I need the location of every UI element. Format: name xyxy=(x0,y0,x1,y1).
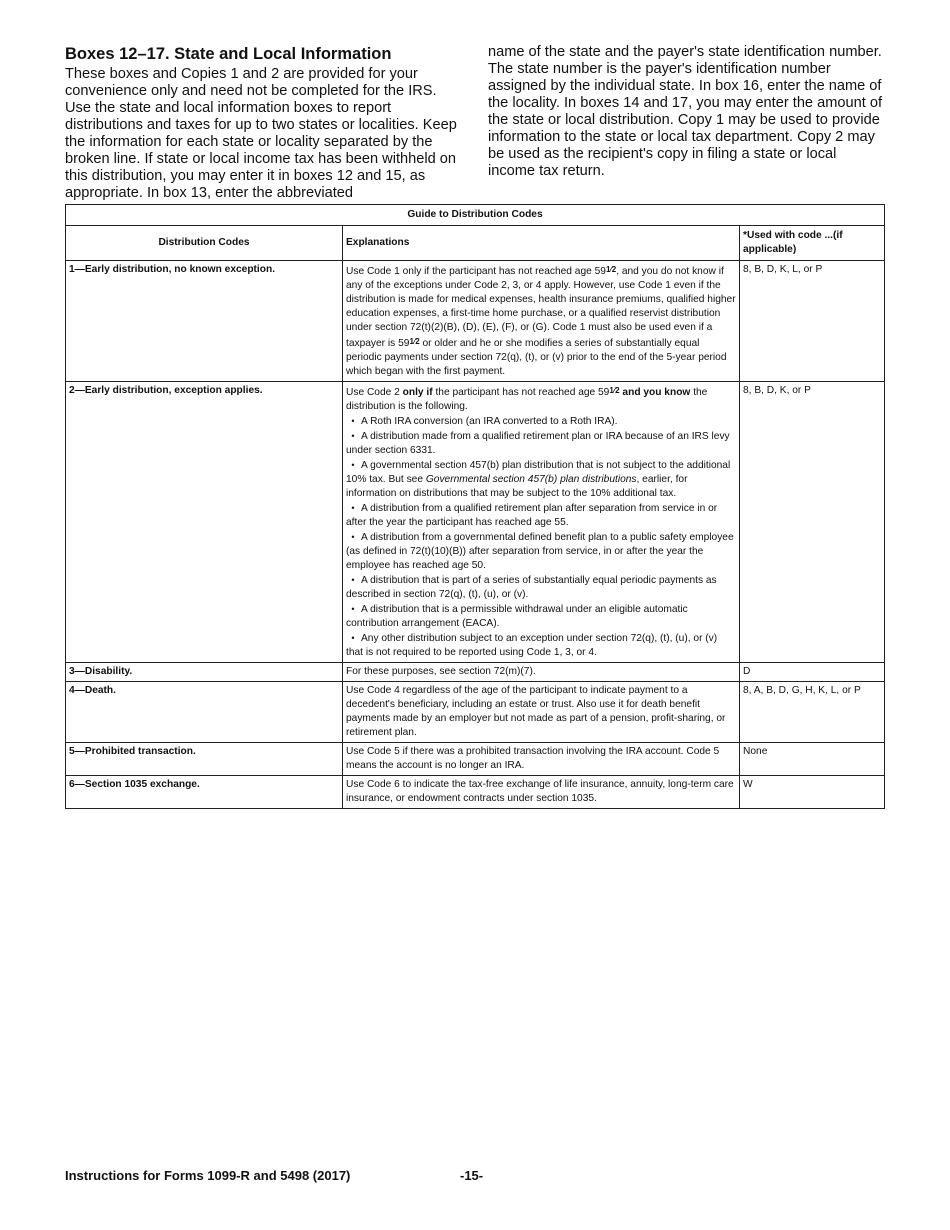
bullet-item: • Any other distribution subject to an exception under section 72(q), (t), (u), or (v) that is not required to be reported using Code 1, 3, or 4. xyxy=(346,631,736,660)
intro-right-column xyxy=(488,44,883,180)
table-row xyxy=(66,776,885,809)
explanation-intro xyxy=(346,384,736,414)
table-row xyxy=(66,743,885,776)
used-with-cell: None xyxy=(740,743,885,776)
intro-left-column xyxy=(65,44,465,202)
header-used-with-code: *Used with code ...(if applicable) xyxy=(740,226,885,261)
explanation-cell: For these purposes, see section 72(m)(7). xyxy=(343,663,740,682)
used-with-cell: 8, A, B, D, G, H, K, L, or P xyxy=(740,682,885,743)
fraction-half: 1⁄2 xyxy=(609,386,620,395)
explanation-text: , earlier, for information on distributions that may be subject to the 10% additional tax. xyxy=(346,474,688,499)
explanation-text: or older and he or she modifies a series of substantially equal periodic payments under section 72(q), (t), or (v) prior to the end of the 5-year period which began with the first payment. xyxy=(346,338,727,377)
explanation-text: Use Code 2 xyxy=(346,387,403,398)
footer-title: Instructions for Forms 1099-R and 5498 (2017) xyxy=(65,1168,351,1183)
code-cell: 3—Disability. xyxy=(66,663,343,682)
fraction-half: 1⁄2 xyxy=(605,265,617,274)
explanation-cell xyxy=(343,261,740,382)
bullet-item: • A distribution made from a qualified retirement plan or IRA because of an IRS levy under section 6331. xyxy=(346,429,736,458)
intro-paragraph-right: name of the state and the payer's state identification number. The state number is the payer's identification number assigned by the individual state. In box 16, enter the name of the locality. In boxes 14 and 17, you may enter the amount of the state or local distribution. Copy 1 may be used to provide information to the state or local tax department. Copy 2 may be used as the recipient's copy in filing a state or local income tax return. xyxy=(488,44,883,179)
used-with-cell: D xyxy=(740,663,885,682)
fraction-half: 1⁄2 xyxy=(409,337,420,346)
explanation-text: A governmental section 457(b) plan distribution that is not subject to the additional 10% tax. But see xyxy=(346,460,731,485)
table-title: Guide to Distribution Codes xyxy=(66,205,885,226)
bullet-item: • A Roth IRA conversion (an IRA converted to a Roth IRA). xyxy=(346,414,736,429)
code-cell: 4—Death. xyxy=(66,682,343,743)
distribution-codes-table xyxy=(65,204,885,809)
section-heading: Boxes 12–17. State and Local Information xyxy=(65,45,392,63)
header-explanations: Explanations xyxy=(343,226,740,261)
emphasis-text: and you know xyxy=(619,387,691,398)
explanation-text: , and you do not know if any of the exceptions under Code 2, 3, or 4 apply. However, use Code 1 even if the distribution is made for medical expenses, health insurance premiums, qualified higher education expenses, a first-time home purchase, or a qualified reservist distribution under section 72(t)(2)(B), (D), (E), (F), or (G). Code 1 must also be used even if a taxpayer is 59 xyxy=(346,266,736,349)
bullet-item: • A distribution from a qualified retirement plan after separation from service in or after the year the participant has reached age 55. xyxy=(346,501,736,530)
used-with-cell: 8, B, D, K, L, or P xyxy=(740,261,885,382)
explanation-cell: Use Code 5 if there was a prohibited transaction involving the IRA account. Code 5 means the account is no longer an IRA. xyxy=(343,743,740,776)
bullet-item: • A distribution that is part of a series of substantially equal periodic payments as described in section 72(q), (t), (u), or (v). xyxy=(346,573,736,602)
used-with-cell: W xyxy=(740,776,885,809)
page-number: -15- xyxy=(460,1168,484,1183)
explanation-cell xyxy=(343,382,740,663)
bullet-item: • A distribution that is a permissible withdrawal under an eligible automatic contribution arrangement (EACA). xyxy=(346,602,736,631)
table-row xyxy=(66,682,885,743)
table-header-row xyxy=(66,226,885,261)
intro-paragraph-left: These boxes and Copies 1 and 2 are provided for your convenience only and need not be completed for the IRS. Use the state and local information boxes to report distributions and taxes for up to two states or localities. Keep the information for each state or locality separated by the broken line. If state or local income tax has been withheld on this distribution, you may enter it in boxes 12 and 15, as appropriate. In box 13, enter the abbreviated xyxy=(65,66,457,201)
code-cell: 6—Section 1035 exchange. xyxy=(66,776,343,809)
header-distribution-codes: Distribution Codes xyxy=(66,226,343,261)
explanation-cell: Use Code 4 regardless of the age of the participant to indicate payment to a decedent's beneficiary, including an estate or trust. Also use it for death benefit payments made by an employer but not made as part of a pension, profit-sharing, or retirement plan. xyxy=(343,682,740,743)
explanation-text: the participant has not reached age 59 xyxy=(432,387,610,398)
table-title-row xyxy=(66,205,885,226)
explanation-text: Use Code 1 only if the participant has not reached age 59 xyxy=(346,266,606,277)
table-row xyxy=(66,663,885,682)
table-row xyxy=(66,382,885,663)
code-cell: 1—Early distribution, no known exception. xyxy=(66,261,343,382)
emphasis-text: only if xyxy=(402,387,433,398)
explanation-text: the distribution is the following. xyxy=(346,387,708,412)
bullet-item xyxy=(346,458,736,501)
bullet-item: • A distribution from a governmental defined benefit plan to a public safety employee (as defined in 72(t)(10)(B)) after separation from service, in or after the year the employee has reached age 50. xyxy=(346,530,736,573)
table-row xyxy=(66,261,885,382)
code-cell: 5—Prohibited transaction. xyxy=(66,743,343,776)
cross-reference-text: Governmental section 457(b) plan distributions xyxy=(425,474,637,485)
explanation-cell: Use Code 6 to indicate the tax-free exchange of life insurance, annuity, long-term care insurance, or endowment contracts under section 1035. xyxy=(343,776,740,809)
used-with-cell: 8, B, D, K, or P xyxy=(740,382,885,663)
code-cell: 2—Early distribution, exception applies. xyxy=(66,382,343,663)
